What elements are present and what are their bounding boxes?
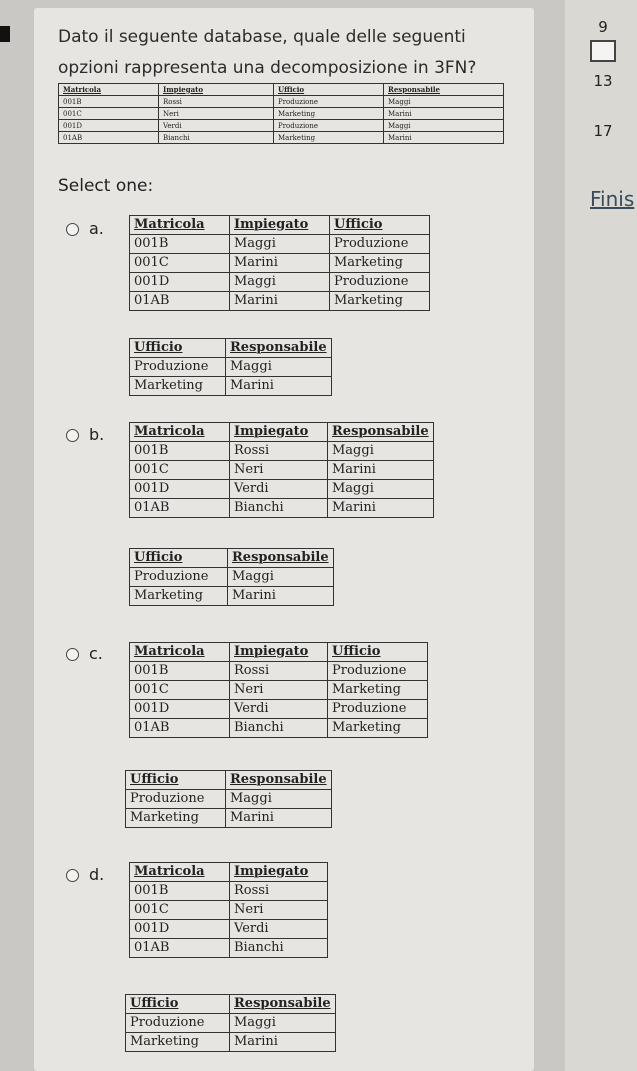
column-header: Ufficio: [130, 339, 226, 358]
nav-question-number[interactable]: 9: [598, 18, 608, 36]
table-row: [130, 920, 328, 939]
select-one-label: Select one:: [58, 176, 154, 196]
table-row: [130, 901, 328, 920]
table-cell: Neri: [230, 461, 328, 480]
column-header: Matricola: [130, 423, 230, 442]
table-cell: Marketing: [130, 377, 226, 396]
table-header-row: [126, 995, 336, 1014]
table-row: [130, 681, 428, 700]
table-header-row: [130, 863, 328, 882]
question-text-line-2: opzioni rappresenta una decomposizione in 3FN?: [58, 58, 477, 78]
table-header-row: [130, 549, 334, 568]
table-cell: Bianchi: [230, 499, 328, 518]
column-header: Matricola: [130, 863, 230, 882]
column-header: Responsabile: [226, 339, 332, 358]
table-cell: 001C: [130, 681, 230, 700]
column-header: Ufficio: [126, 771, 226, 790]
nav-question-number[interactable]: 17: [593, 122, 613, 140]
option-b-radio[interactable]: [66, 429, 79, 442]
table-header-row: [130, 339, 332, 358]
table-cell: Marketing: [328, 719, 428, 738]
left-edge-marker: [0, 26, 10, 42]
table-cell: Neri: [230, 901, 328, 920]
table-header-row: [130, 216, 430, 235]
table-cell: 001B: [130, 442, 230, 461]
column-header: Ufficio: [126, 995, 230, 1014]
table-cell: Marini: [384, 108, 504, 120]
data-table: [129, 642, 428, 738]
table-cell: Marini: [230, 1033, 336, 1052]
quiz-navigation: [565, 0, 637, 1071]
table-cell: Maggi: [230, 235, 330, 254]
table-row: [126, 790, 332, 809]
table-row: [126, 1014, 336, 1033]
option-a-letter: a.: [89, 219, 104, 238]
column-header: Ufficio: [130, 549, 228, 568]
table-cell: 001D: [130, 700, 230, 719]
table-row: [130, 882, 328, 901]
table-cell: Produzione: [330, 235, 430, 254]
column-header: Impiegato: [230, 863, 328, 882]
option-a-table-1: [129, 215, 430, 311]
table-cell: Marketing: [126, 809, 226, 828]
table-row: [130, 568, 334, 587]
table-header-row: [130, 643, 428, 662]
table-cell: Marini: [226, 809, 332, 828]
column-header: Impiegato: [159, 84, 274, 96]
nav-question-number[interactable]: 13: [593, 72, 613, 90]
table-cell: Produzione: [274, 96, 384, 108]
column-header: Matricola: [130, 643, 230, 662]
table-cell: Produzione: [274, 120, 384, 132]
column-header: Responsabile: [228, 549, 334, 568]
column-header: Impiegato: [230, 423, 328, 442]
data-table: [129, 862, 328, 958]
column-header: Matricola: [59, 84, 159, 96]
table-row: [59, 96, 504, 108]
table-cell: Marketing: [330, 292, 430, 311]
table-cell: Maggi: [384, 120, 504, 132]
table-row: [130, 662, 428, 681]
table-cell: Marini: [328, 461, 434, 480]
table-cell: 01AB: [130, 719, 230, 738]
column-header: Responsabile: [226, 771, 332, 790]
table-cell: 001B: [130, 662, 230, 681]
option-c-table-2: [125, 770, 332, 828]
data-table: [125, 770, 332, 828]
table-cell: 001C: [130, 901, 230, 920]
column-header: Ufficio: [330, 216, 430, 235]
option-d-table-1: [129, 862, 328, 958]
option-d-letter: d.: [89, 865, 105, 884]
table-cell: 01AB: [59, 132, 159, 144]
table-cell: Maggi: [328, 480, 434, 499]
table-cell: 001D: [130, 920, 230, 939]
data-table: [58, 83, 504, 144]
option-b-table-2: [129, 548, 334, 606]
table-cell: Maggi: [226, 358, 332, 377]
finish-attempt-link[interactable]: Finis: [590, 187, 635, 211]
table-cell: 001B: [59, 96, 159, 108]
table-cell: Rossi: [159, 96, 274, 108]
table-cell: Marketing: [274, 108, 384, 120]
table-cell: Marini: [328, 499, 434, 518]
table-cell: Neri: [159, 108, 274, 120]
option-a-table-2: [129, 338, 332, 396]
table-row: [59, 120, 504, 132]
data-table: [129, 215, 430, 311]
table-cell: Maggi: [328, 442, 434, 461]
table-row: [130, 719, 428, 738]
table-cell: Verdi: [230, 700, 328, 719]
table-row: [130, 499, 434, 518]
table-cell: Bianchi: [159, 132, 274, 144]
table-cell: 001B: [130, 882, 230, 901]
table-cell: 001D: [130, 273, 230, 292]
table-row: [130, 254, 430, 273]
source-database-table: [58, 83, 504, 144]
option-c-letter: c.: [89, 644, 103, 663]
table-row: [130, 939, 328, 958]
table-cell: Rossi: [230, 882, 328, 901]
column-header: Matricola: [130, 216, 230, 235]
table-header-row: [130, 423, 434, 442]
table-row: [130, 480, 434, 499]
table-cell: Marini: [384, 132, 504, 144]
table-cell: Rossi: [230, 662, 328, 681]
table-cell: Produzione: [126, 790, 226, 809]
table-row: [59, 108, 504, 120]
table-row: [59, 132, 504, 144]
table-cell: Marketing: [130, 587, 228, 606]
data-table: [129, 422, 434, 518]
column-header: Ufficio: [274, 84, 384, 96]
table-row: [130, 358, 332, 377]
table-row: [126, 809, 332, 828]
table-cell: Maggi: [228, 568, 334, 587]
table-header-row: [59, 84, 504, 96]
data-table: [129, 338, 332, 396]
table-cell: 001C: [130, 254, 230, 273]
table-cell: Marini: [230, 292, 330, 311]
table-cell: Maggi: [226, 790, 332, 809]
table-cell: Bianchi: [230, 719, 328, 738]
table-cell: Marini: [230, 254, 330, 273]
table-cell: Marketing: [274, 132, 384, 144]
column-header: Responsabile: [230, 995, 336, 1014]
column-header: Responsabile: [384, 84, 504, 96]
table-cell: 001D: [59, 120, 159, 132]
table-cell: Maggi: [384, 96, 504, 108]
table-cell: Marketing: [126, 1033, 230, 1052]
option-b-table-1: [129, 422, 434, 518]
column-header: Responsabile: [328, 423, 434, 442]
option-c-radio[interactable]: [66, 648, 79, 661]
table-cell: 001B: [130, 235, 230, 254]
data-table: [129, 548, 334, 606]
table-cell: Maggi: [230, 1014, 336, 1033]
table-cell: Produzione: [130, 358, 226, 377]
table-cell: 001D: [130, 480, 230, 499]
table-cell: Marini: [228, 587, 334, 606]
table-cell: Bianchi: [230, 939, 328, 958]
question-text-line-1: Dato il seguente database, quale delle seguenti: [58, 27, 466, 47]
table-row: [130, 587, 334, 606]
table-cell: Produzione: [130, 568, 228, 587]
table-cell: Maggi: [230, 273, 330, 292]
column-header: Impiegato: [230, 643, 328, 662]
table-row: [130, 442, 434, 461]
option-b-letter: b.: [89, 425, 105, 444]
table-row: [130, 292, 430, 311]
table-cell: Marketing: [330, 254, 430, 273]
table-cell: Produzione: [328, 700, 428, 719]
option-d-radio[interactable]: [66, 869, 79, 882]
table-row: [130, 461, 434, 480]
table-row: [130, 273, 430, 292]
option-a-radio[interactable]: [66, 223, 79, 236]
table-cell: 001C: [59, 108, 159, 120]
table-cell: Produzione: [328, 662, 428, 681]
table-cell: 01AB: [130, 939, 230, 958]
table-header-row: [126, 771, 332, 790]
option-c-table-1: [129, 642, 428, 738]
table-cell: 01AB: [130, 292, 230, 311]
column-header: Impiegato: [230, 216, 330, 235]
table-cell: Verdi: [230, 480, 328, 499]
table-cell: Neri: [230, 681, 328, 700]
data-table: [125, 994, 336, 1052]
table-cell: Marini: [226, 377, 332, 396]
nav-question-box[interactable]: [590, 40, 616, 62]
table-cell: Verdi: [159, 120, 274, 132]
table-cell: Rossi: [230, 442, 328, 461]
table-cell: Verdi: [230, 920, 328, 939]
table-row: [130, 235, 430, 254]
table-cell: 01AB: [130, 499, 230, 518]
table-cell: Produzione: [126, 1014, 230, 1033]
table-row: [130, 700, 428, 719]
table-row: [130, 377, 332, 396]
table-cell: 001C: [130, 461, 230, 480]
table-row: [126, 1033, 336, 1052]
option-d-table-2: [125, 994, 336, 1052]
table-cell: Marketing: [328, 681, 428, 700]
column-header: Ufficio: [328, 643, 428, 662]
table-cell: Produzione: [330, 273, 430, 292]
